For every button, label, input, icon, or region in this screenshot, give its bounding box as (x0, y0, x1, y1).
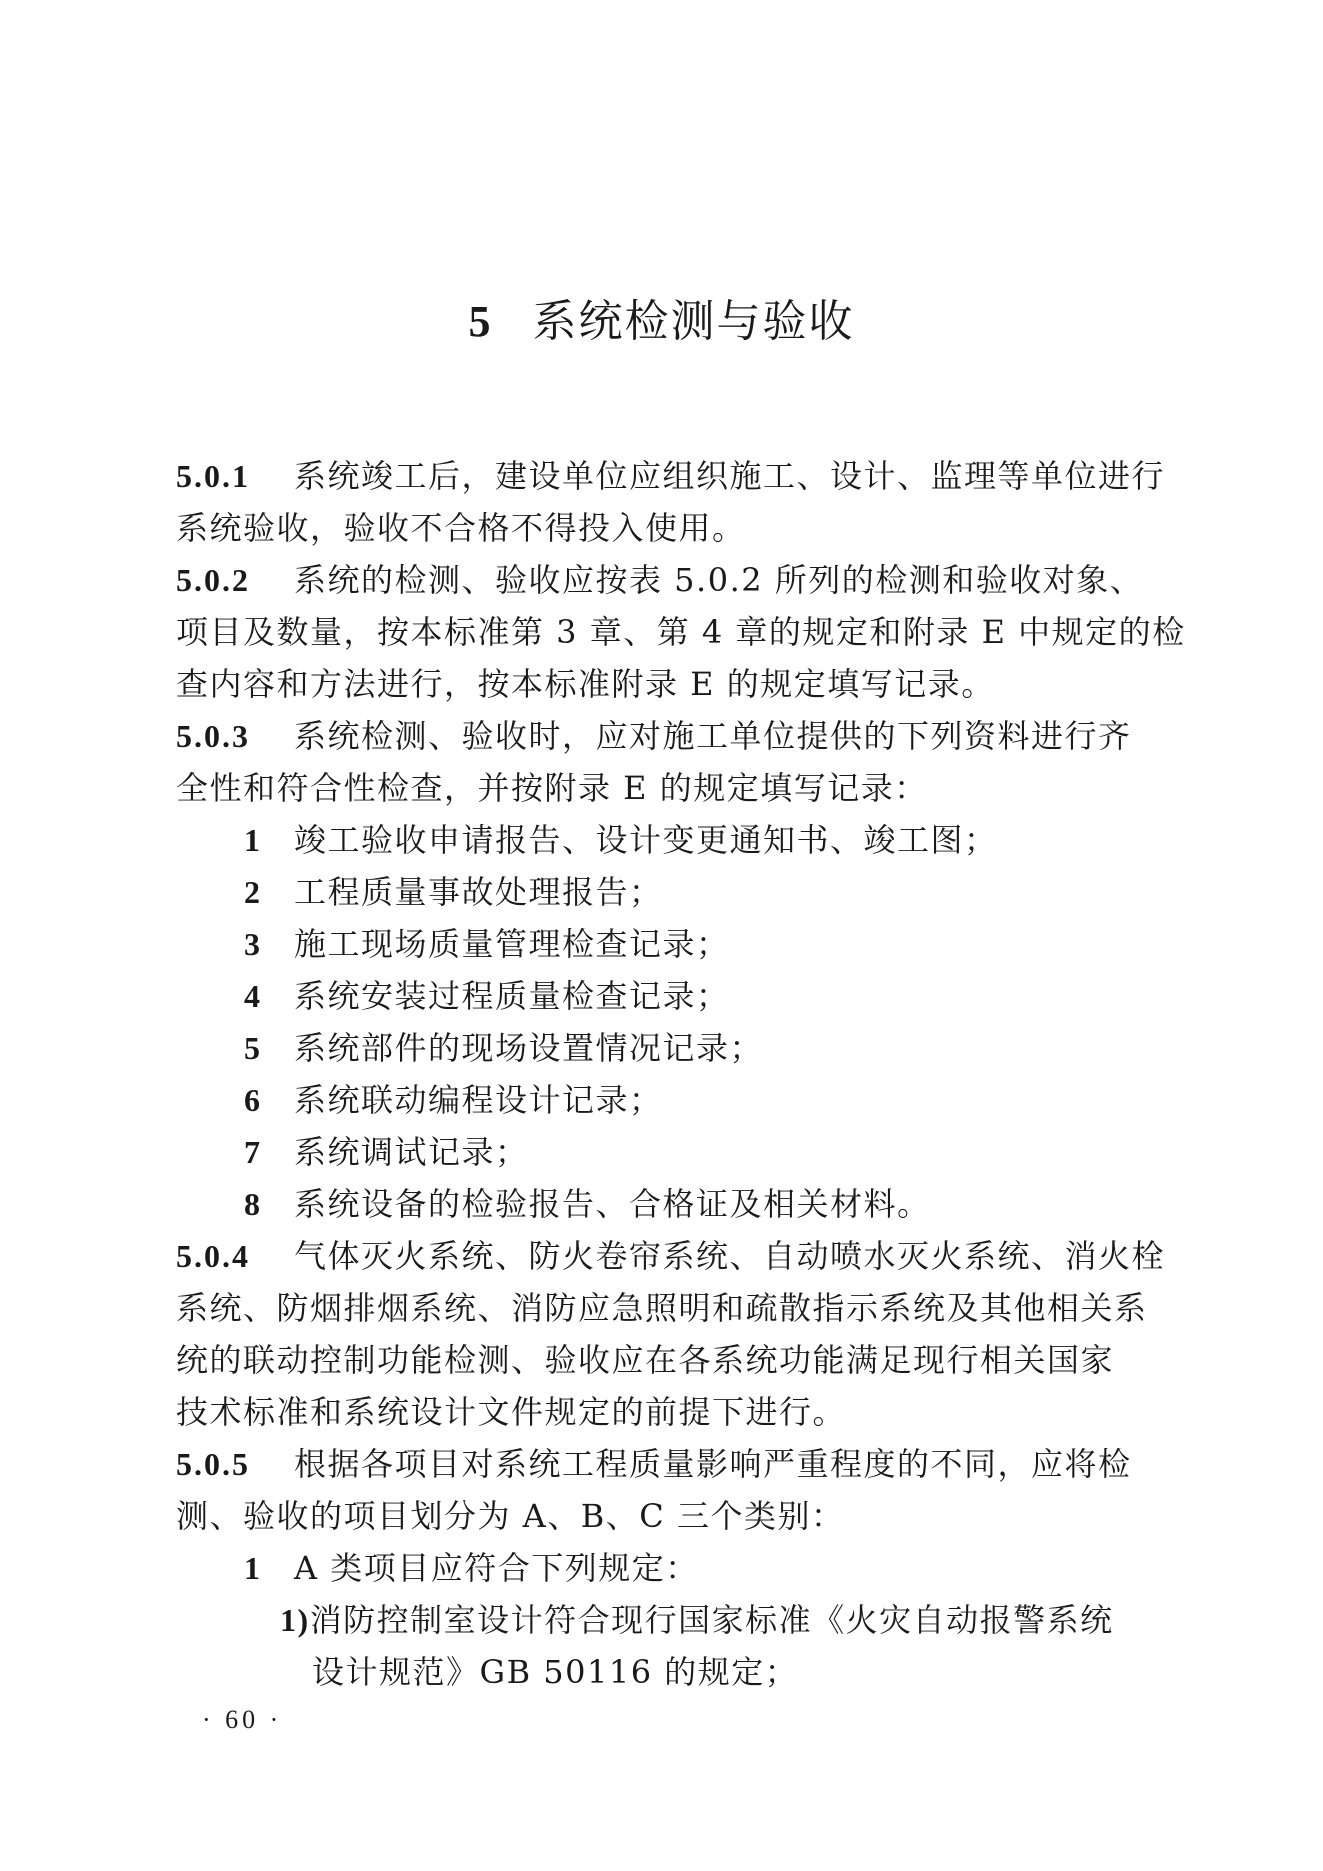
item-text: A 类项目应符合下列规定： (294, 1549, 699, 1587)
clause-number: 5.0.2 (176, 562, 250, 598)
clause-number: 5.0.1 (176, 458, 250, 494)
list-item (176, 970, 1136, 1022)
chapter-number: 5 (468, 297, 493, 346)
item-text: 系统调试记录； (294, 1133, 529, 1171)
clause-text: 气体灭火系统、防火卷帘系统、自动喷水灭火系统、消火栓 (294, 1237, 1166, 1275)
clause-5-0-2-line-1 (176, 554, 1144, 606)
clause-5-0-4-line-3: 统的联动控制功能检测、验收应在各系统功能满足现行相关国家 (176, 1341, 1115, 1379)
list-item (176, 866, 1136, 918)
sub-item-continuation: 设计规范》GB 50116 的规定； (312, 1653, 799, 1691)
clause-5-0-2-line-2: 项目及数量，按本标准第 3 章、第 4 章的规定和附录 E 中规定的检 (176, 613, 1186, 651)
item-text: 系统联动编程设计记录； (294, 1081, 663, 1119)
item-text: 工程质量事故处理报告； (294, 873, 663, 911)
item-number: 6 (244, 1082, 262, 1118)
list-item (176, 1178, 1136, 1230)
clause-5-0-5-line-1 (176, 1438, 1136, 1490)
page-number: · 60 · (202, 1705, 283, 1734)
item-text: 施工现场质量管理检查记录； (294, 925, 730, 963)
item-text: 系统设备的检验报告、合格证及相关材料。 (294, 1185, 931, 1223)
clause-text: 系统竣工后，建设单位应组织施工、设计、监理等单位进行 (294, 457, 1166, 495)
list-item (176, 814, 1136, 866)
clause-5-0-3-line-2: 全性和符合性检查，并按附录 E 的规定填写记录： (176, 769, 928, 807)
clause-5-0-4-line-4: 技术标准和系统设计文件规定的前提下进行。 (176, 1393, 847, 1431)
item-number: 1 (244, 1550, 262, 1586)
clause-5-0-1-line-2: 系统验收，验收不合格不得投入使用。 (176, 509, 746, 547)
item-number: 4 (244, 978, 262, 1014)
item-number: 7 (244, 1134, 262, 1170)
clause-number: 5.0.5 (176, 1446, 250, 1482)
chapter-title-text: 系统检测与验收 (532, 296, 855, 347)
item-number: 1 (244, 822, 262, 858)
item-number: 5 (244, 1030, 262, 1066)
list-item (176, 1022, 1136, 1074)
clause-number: 5.0.3 (176, 718, 250, 754)
clause-5-0-4-line-1 (176, 1230, 1166, 1282)
list-item (176, 1126, 1136, 1178)
item-number: 2 (244, 874, 262, 910)
list-item (176, 1074, 1136, 1126)
clause-5-0-3-line-1 (176, 710, 1136, 762)
list-item (176, 918, 1136, 970)
clause-5-0-2-line-3: 查内容和方法进行，按本标准附录 E 的规定填写记录。 (176, 665, 995, 703)
body-text (176, 450, 1186, 1698)
clause-text: 系统检测、验收时，应对施工单位提供的下列资料进行齐 (294, 717, 1132, 755)
item-text: 竣工验收申请报告、设计变更通知书、竣工图； (294, 821, 998, 859)
item-text: 系统部件的现场设置情况记录； (294, 1029, 764, 1067)
chapter-title (0, 292, 1323, 352)
clause-number: 5.0.4 (176, 1238, 250, 1274)
sub-item-number: 1) (280, 1602, 310, 1638)
item-text: 系统安装过程质量检查记录； (294, 977, 730, 1015)
item-number: 8 (244, 1186, 262, 1222)
clause-text: 系统的检测、验收应按表 5.0.2 所列的检测和验收对象、 (294, 561, 1144, 599)
sub-item (176, 1594, 1136, 1646)
clause-text: 根据各项目对系统工程质量影响严重程度的不同，应将检 (294, 1445, 1132, 1483)
clause-5-0-5-line-2: 测、验收的项目划分为 A、B、C 三个类别： (176, 1497, 845, 1535)
item-number: 3 (244, 926, 262, 962)
sub-item-text: 消防控制室设计符合现行国家标准《火灾自动报警系统 (309, 1601, 1114, 1639)
clause-5-0-4-line-2: 系统、防烟排烟系统、消防应急照明和疏散指示系统及其他相关系 (176, 1289, 1148, 1327)
clause-5-0-1-line-1 (176, 450, 1166, 502)
list-item (176, 1542, 1136, 1594)
